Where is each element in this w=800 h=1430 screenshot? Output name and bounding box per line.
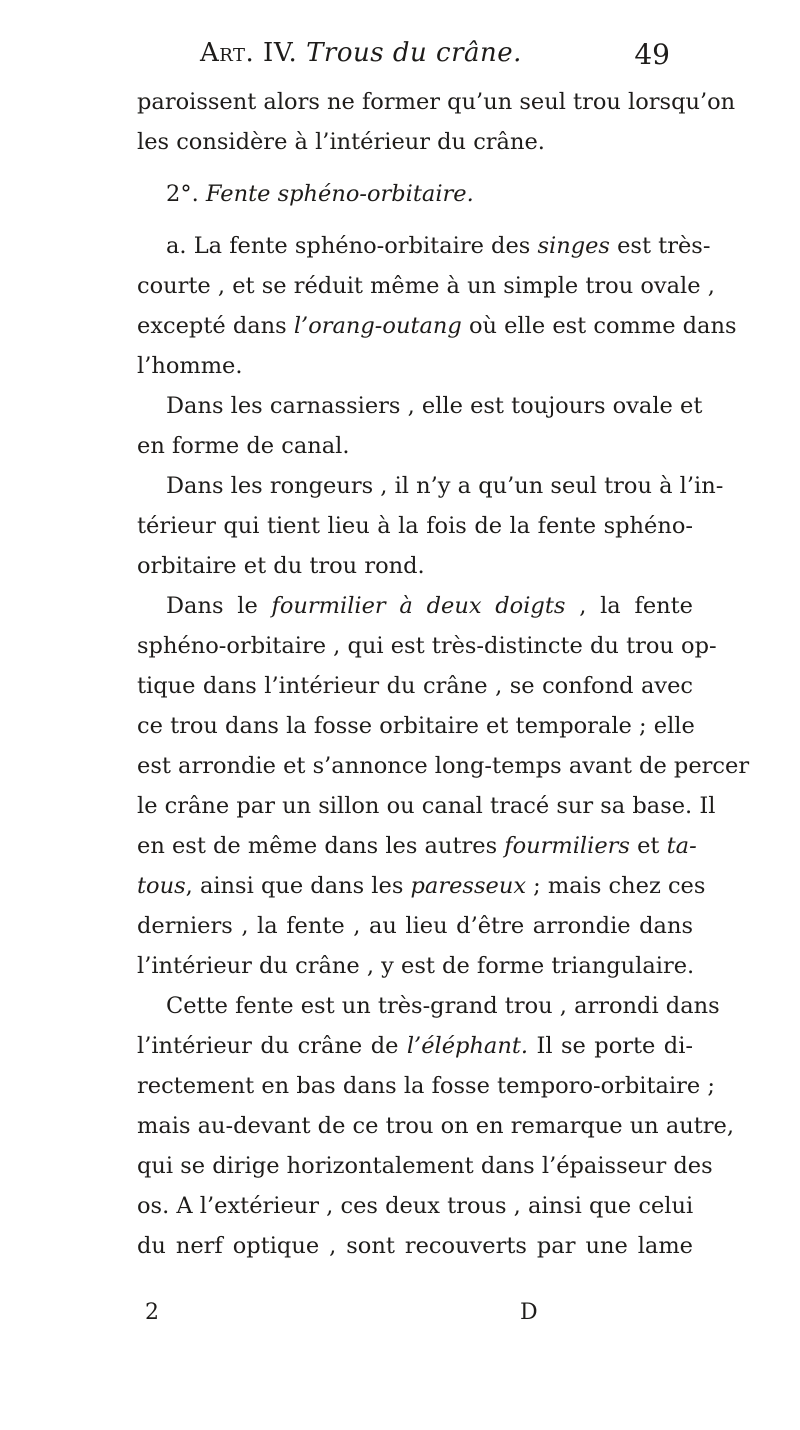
text-line: l’intérieur du crâne de l’éléphant. Il se porte di- xyxy=(137,1033,693,1059)
text-line: du nerf optique , sont recouverts par une lame xyxy=(137,1233,693,1259)
text-line: Dans les carnassiers , elle est toujours ovale et xyxy=(166,393,703,419)
text-line: térieur qui tient lieu à la fois de la fente sphéno- xyxy=(137,513,693,539)
text-line: qui se dirige horizontalement dans l’épaisseur des xyxy=(137,1153,713,1179)
signature-mark xyxy=(137,1300,693,1330)
text-line: tique dans l’intérieur du crâne , se confond avec xyxy=(137,673,693,699)
section-title: Fente sphéno-orbitaire. xyxy=(205,181,474,207)
article-number: Art. IV. xyxy=(200,38,298,68)
text-line: le crâne par un sillon ou canal tracé sur sa base. Il xyxy=(137,793,716,819)
text-line: tous, ainsi que dans les paresseux ; mais chez ces xyxy=(137,873,706,899)
text-line: courte , et se réduit même à un simple trou ovale , xyxy=(137,273,715,299)
text-line: excepté dans l’orang-outang où elle est comme dans xyxy=(137,313,737,339)
text-line: l’intérieur du crâne , y est de forme triangulaire. xyxy=(137,953,695,979)
signature-letter: D xyxy=(520,1300,538,1325)
text-line: os. A l’extérieur , ces deux trous , ainsi que celui xyxy=(137,1193,694,1219)
text-line: paroissent alors ne former qu’un seul trou lorsqu’on xyxy=(137,89,736,115)
text-line: Dans les rongeurs , il n’y a qu’un seul trou à l’in- xyxy=(166,473,724,499)
text-line: Cette fente est un très-grand trou , arrondi dans xyxy=(166,993,720,1019)
running-header xyxy=(200,38,670,78)
text-line: orbitaire et du trou rond. xyxy=(137,553,425,579)
text-line: rectement en bas dans la fosse temporo-orbitaire ; xyxy=(137,1073,715,1099)
text-line: l’homme. xyxy=(137,353,243,379)
text-line: Dans le fourmilier à deux doigts , la fente xyxy=(166,593,693,619)
text-line: en est de même dans les autres fourmiliers et ta- xyxy=(137,833,697,859)
text-line: ce trou dans la fosse orbitaire et temporale ; elle xyxy=(137,713,695,739)
section-subject: Trous du crâne. xyxy=(306,38,522,68)
running-title xyxy=(200,38,522,68)
section-number: 2°. xyxy=(166,181,199,207)
page-number: 49 xyxy=(634,38,670,71)
text-line: est arrondie et s’annonce long-temps avant de percer xyxy=(137,753,750,779)
text-line: en forme de canal. xyxy=(137,433,350,459)
section-heading xyxy=(166,174,686,214)
text-line: sphéno-orbitaire , qui est très-distincte du trou op- xyxy=(137,633,717,659)
text-line: derniers , la fente , au lieu d’être arrondie dans xyxy=(137,913,693,939)
text-line: mais au-devant de ce trou on en remarque un autre, xyxy=(137,1113,734,1139)
text-line: les considère à l’intérieur du crâne. xyxy=(137,129,545,155)
text-line: a. La fente sphéno-orbitaire des singes est très- xyxy=(166,233,711,259)
signature-number: 2 xyxy=(145,1300,159,1325)
